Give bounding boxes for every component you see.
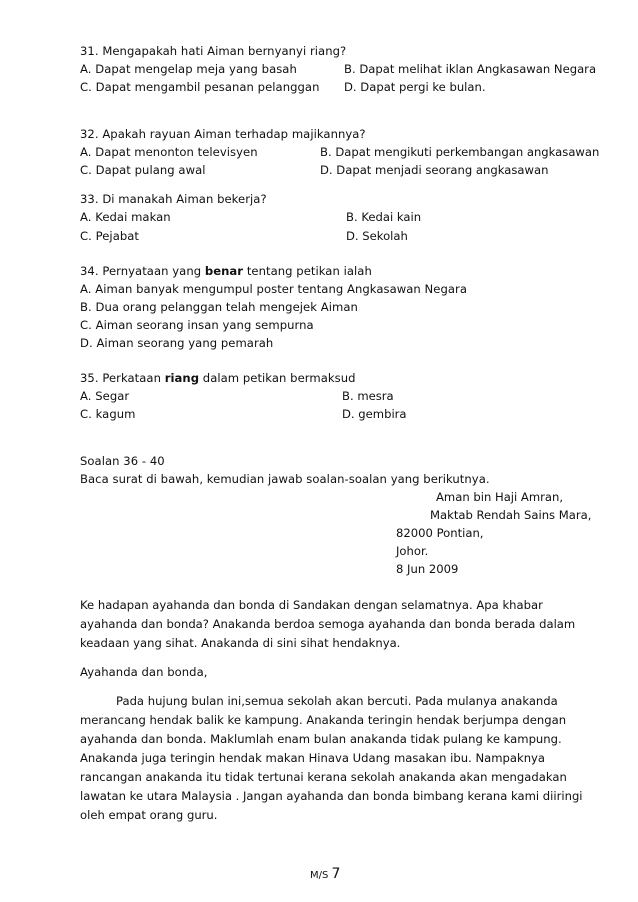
q31-question: 31. Mengapakah hati Aiman bernyanyi riang? xyxy=(80,44,347,58)
page-footer: M/S 7 xyxy=(310,866,341,882)
q35-emphasis: riang xyxy=(164,371,200,385)
q35-question: 35. Perkataan riang dalam petikan bermaksud xyxy=(80,371,356,385)
letter-salutation: Ayahanda dan bonda, xyxy=(80,665,208,679)
q33-option-d: D. Sekolah xyxy=(346,229,408,243)
q33-question: 33. Di manakah Aiman bekerja? xyxy=(80,192,267,206)
q33-option-a: A. Kedai makan xyxy=(80,210,171,224)
q32-option-c: C. Dapat pulang awal xyxy=(80,163,206,177)
address-line-1: Aman bin Haji Amran, xyxy=(436,490,564,504)
q33-option-c: C. Pejabat xyxy=(80,229,140,243)
q33-option-b: B. Kedai kain xyxy=(346,210,422,224)
letter-opening: Ke hadapan ayahanda dan bonda di Sandakan dengan selamatnya. Apa khabar ayahanda dan bonda? Anakanda berdoa semoga ayahanda dan bonda berada dalam keadaan yang sihat. Anakanda di sini sihat hendaknya. xyxy=(80,598,576,650)
q31-option-a: A. Dapat mengelap meja yang basah xyxy=(80,62,297,76)
q32-option-d: D. Dapat menjadi seorang angkasawan xyxy=(320,163,549,177)
q31-option-c: C. Dapat mengambil pesanan pelanggan xyxy=(80,80,320,94)
q34-option-c: C. Aiman seorang insan yang sempurna xyxy=(80,318,314,332)
q34-option-a: A. Aiman banyak mengumpul poster tentang Angkasawan Negara xyxy=(80,282,467,296)
q34-option-b: B. Dua orang pelanggan telah mengejek Aiman xyxy=(80,300,358,314)
q34-option-d: D. Aiman seorang yang pemarah xyxy=(80,336,274,350)
q32-option-a: A. Dapat menonton televisyen xyxy=(80,145,258,159)
page-number: 7 xyxy=(331,866,341,882)
q35-option-c: C. kagum xyxy=(80,407,136,421)
q34-emphasis: benar xyxy=(204,264,244,278)
q35-option-d: D. gembira xyxy=(342,407,407,421)
q32-option-b: B. Dapat mengikuti perkembangan angkasawan xyxy=(320,145,600,159)
q31-option-b: B. Dapat melihat iklan Angkasawan Negara xyxy=(344,62,597,76)
q35-option-a: A. Segar xyxy=(80,389,130,403)
q32-question: 32. Apakah rayuan Aiman terhadap majikannya? xyxy=(80,127,366,141)
q31-option-d: D. Dapat pergi ke bulan. xyxy=(344,80,486,94)
section-instruction: Baca surat di bawah, kemudian jawab soalan-soalan yang berikutnya. xyxy=(80,472,490,486)
q34-question: 34. Pernyataan yang benar tentang petikan ialah xyxy=(80,264,372,278)
address-line-5: 8 Jun 2009 xyxy=(396,562,459,576)
address-line-4: Johor. xyxy=(396,544,429,558)
letter-body: Pada hujung bulan ini,semua sekolah akan bercuti. Pada mulanya anakanda merancang hendak balik ke kampung. Anakanda teringin hendak berjumpa dengan ayahanda dan bonda. Maklumlah enam bulan anakanda tidak pulang ke kampung. Anakanda juga teringin hendak makan Hinava Udang masakan ibu. Nampaknya rancangan anakanda itu tidak tertunai kerana sekolah anakanda akan mengadakan lawatan ke utara Malaysia . Jangan ayahanda dan bonda bimbang kerana kami diiringi oleh empat orang guru. xyxy=(80,694,583,822)
section-title: Soalan 36 - 40 xyxy=(80,454,165,468)
address-line-2: Maktab Rendah Sains Mara, xyxy=(430,508,592,522)
address-line-3: 82000 Pontian, xyxy=(396,526,484,540)
q35-option-b: B. mesra xyxy=(342,389,394,403)
